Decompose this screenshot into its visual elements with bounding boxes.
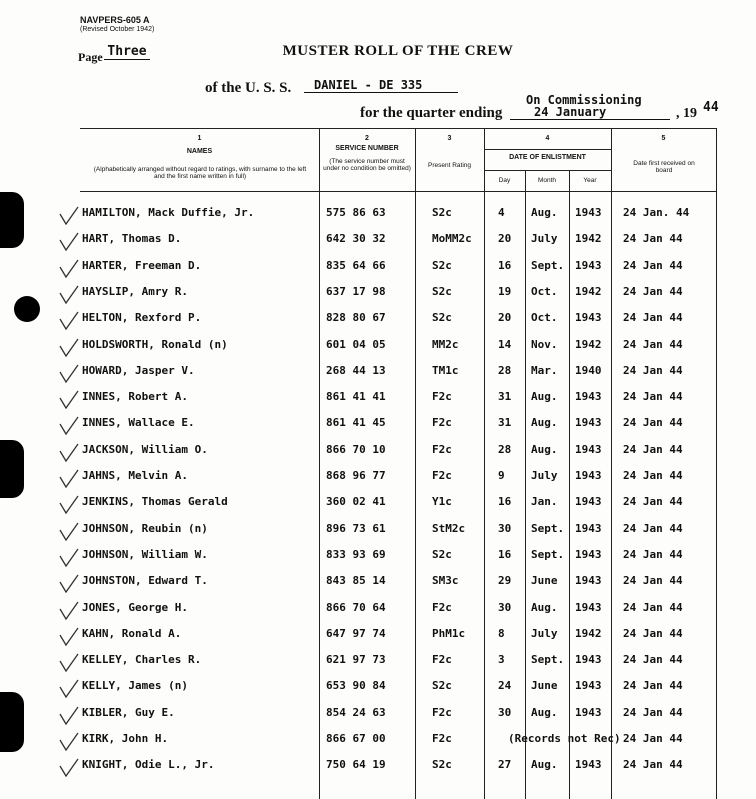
service-number: 866 70 10 [326,442,386,456]
crew-name: HAMILTON, Mack Duffie, Jr. [82,206,255,219]
date-received: 24 Jan 44 [623,469,683,482]
present-rating: F2c [432,600,452,614]
date-received: 24 Jan 44 [623,337,683,351]
service-number: 861 41 45 [326,416,386,430]
service-number: 866 70 64 [326,600,386,614]
present-rating: S2c [432,311,452,325]
enlistment-year: 1942 [575,232,602,246]
enlistment-year: 1943 [575,705,602,719]
check-mark-icon [58,679,80,701]
header-present-rating: Present Rating [428,162,471,169]
enlistment-day: 4 [498,206,505,219]
enlistment-month: June [531,679,558,693]
present-rating: F2c [432,732,452,745]
service-number: 843 85 14 [326,574,386,588]
enlistment-month: Sept. [531,653,565,667]
enlistment-month: July [531,232,558,246]
crew-name: HART, Thomas D. [82,232,182,246]
check-mark-icon [58,601,80,623]
present-rating: PhM1c [432,626,466,640]
check-mark-icon [58,416,80,438]
column-divider [716,128,717,799]
check-mark-icon [58,469,80,491]
enlistment-month: Aug. [531,758,558,772]
check-mark-icon [58,732,80,754]
enlistment-month: July [531,469,558,482]
table-border [80,128,716,129]
enlistment-day: 16 [498,547,512,561]
enlistment-year: 1943 [575,390,602,404]
binder-hole [14,296,40,322]
crew-name: JOHNSON, William W. [82,547,208,561]
form-identifier [80,16,154,34]
crew-name: KNIGHT, Odie L., Jr. [82,758,215,772]
present-rating: S2c [432,206,452,219]
enlistment-year: 1943 [575,258,602,272]
crew-name: INNES, Wallace E. [82,416,195,430]
check-mark-icon [58,706,80,728]
table-row [80,646,716,672]
table-row [80,725,716,751]
table-row [80,541,716,567]
table-row [80,436,716,462]
crew-name: HAYSLIP, Amry R. [82,284,188,298]
table-row [80,751,716,777]
date-received: 24 Jan 44 [623,390,683,404]
column-number: 3 [447,135,452,142]
date-received: 24 Jan 44 [623,258,683,272]
check-mark-icon [58,758,80,780]
service-number: 750 64 19 [326,758,386,772]
enlistment-month: Jan. [531,495,558,509]
date-received: 24 Jan 44 [623,311,683,325]
enlistment-day: 8 [498,626,505,640]
crew-name: HARTER, Freeman D. [82,258,202,272]
enlistment-month: Nov. [531,337,558,351]
service-number: 828 80 67 [326,311,386,325]
enlistment-day: 3 [498,653,505,667]
binder-tab [0,440,24,498]
enlistment-day: 30 [498,705,512,719]
present-rating: StM2c [432,521,466,535]
enlistment-month: Oct. [531,311,558,325]
enlistment-subdivider [484,170,611,171]
enlistment-day: 19 [498,284,512,298]
table-row [80,594,716,620]
date-received: 24 Jan 44 [623,732,683,745]
service-number: 835 64 66 [326,258,386,272]
form-revision: (Revised October 1942) [80,26,155,33]
date-received: 24 Jan 44 [623,679,683,693]
table-row [80,304,716,330]
service-number: 653 90 84 [326,679,386,693]
present-rating: S2c [432,258,452,272]
enlistment-year: 1943 [575,416,602,430]
table-row [80,199,716,225]
table-row [80,357,716,383]
service-number: 360 02 41 [326,495,386,509]
enlistment-year: 1942 [575,284,602,298]
table-row [80,331,716,357]
date-received: 24 Jan 44 [623,653,683,667]
binder-tab [0,692,24,752]
column-number: 5 [661,135,666,142]
header-date-enlistment: DATE OF ENLISTMENT [509,154,586,161]
present-rating: F2c [432,705,452,719]
check-mark-icon [58,495,80,517]
binder-tab [0,192,24,248]
check-mark-icon [58,259,80,281]
header-names-note: (Alphabetically arranged without regard to ratings, with surname to the left and the first name written in full) [93,166,307,180]
enlistment-year: 1943 [575,311,602,325]
ship-label: of the U. S. S. [205,80,292,96]
page-number: Three [104,44,150,60]
enlistment-year: 1940 [575,363,602,377]
header-date-received: Date first received on board [633,160,695,174]
enlistment-day: 30 [498,521,512,535]
enlistment-year: 1942 [575,337,602,351]
enlistment-day: 29 [498,574,512,588]
enlistment-day: 14 [498,337,512,351]
table-row [80,225,716,251]
service-number: 861 41 41 [326,390,386,404]
table-row [80,409,716,435]
crew-name: JOHNSON, Reubin (n) [82,521,208,535]
date-received: 24 Jan 44 [623,521,683,535]
quarter-ending-date: 24 January [510,105,670,120]
column-number: 4 [545,135,550,142]
enlistment-year: 1943 [575,495,602,509]
enlistment-day: 16 [498,258,512,272]
enlistment-day: 31 [498,416,512,430]
enlistment-month: June [531,574,558,588]
service-number: 601 04 05 [326,337,386,351]
header-service-number: SERVICE NUMBER [335,145,399,152]
date-received: 24 Jan 44 [623,600,683,614]
header-year: Year [583,177,597,184]
check-mark-icon [58,206,80,228]
check-mark-icon [58,285,80,307]
header-divider [80,191,716,192]
check-mark-icon [58,574,80,596]
table-row [80,515,716,541]
page-label: Page [78,50,103,64]
date-received: 24 Jan 44 [623,232,683,246]
service-number: 854 24 63 [326,705,386,719]
check-mark-icon [58,364,80,386]
check-mark-icon [58,653,80,675]
enlistment-year: 1943 [575,442,602,456]
enlistment-year: 1943 [575,653,602,667]
table-row [80,699,716,725]
enlistment-year: 1943 [575,600,602,614]
enlistment-day: 9 [498,469,505,482]
check-mark-icon [58,443,80,465]
enlistment-month: Aug. [531,206,558,219]
check-mark-icon [58,548,80,570]
year-value: 44 [703,100,719,115]
service-number: 833 93 69 [326,547,386,561]
enlistment-day: 16 [498,495,512,509]
service-number: 621 97 73 [326,653,386,667]
records-note: (Records not Rec) [508,732,621,745]
check-mark-icon [58,522,80,544]
present-rating: S2c [432,679,452,693]
check-mark-icon [58,311,80,333]
date-received: 24 Jan 44 [623,705,683,719]
crew-name: JENKINS, Thomas Gerald [82,495,228,509]
year-label: , 19 [676,106,697,121]
service-number: 268 44 13 [326,363,386,377]
service-number: 575 86 63 [326,206,386,219]
crew-name: JACKSON, William O. [82,442,208,456]
table-row [80,488,716,514]
enlistment-month: Aug. [531,416,558,430]
enlistment-year: 1942 [575,626,602,640]
enlistment-year: 1943 [575,758,602,772]
crew-name: HOWARD, Jasper V. [82,363,195,377]
present-rating: SM3c [432,574,459,588]
enlistment-month: Sept. [531,547,565,561]
header-month: Month [537,177,557,184]
date-received: 24 Jan 44 [623,626,683,640]
present-rating: F2c [432,469,452,482]
enlistment-month: July [531,626,558,640]
crew-name: KELLEY, Charles R. [82,653,202,667]
service-number: 896 73 61 [326,521,386,535]
crew-name: JONES, George H. [82,600,188,614]
enlistment-year: 1943 [575,521,602,535]
check-mark-icon [58,232,80,254]
crew-table [80,128,716,799]
form-number: NAVPERS-605 A [80,15,150,25]
present-rating: F2c [432,442,452,456]
enlistment-divider [484,149,611,150]
enlistment-day: 28 [498,442,512,456]
date-received: 24 Jan 44 [623,547,683,561]
present-rating: TM1c [432,363,459,377]
header-day: Day [498,177,511,184]
present-rating: F2c [432,416,452,430]
crew-name: JAHNS, Melvin A. [82,469,188,482]
enlistment-month: Oct. [531,284,558,298]
enlistment-day: 31 [498,390,512,404]
crew-name: HOLDSWORTH, Ronald (n) [82,337,228,351]
present-rating: MM2c [432,337,459,351]
crew-name: KIBLER, Guy E. [82,705,175,719]
enlistment-month: Sept. [531,521,565,535]
enlistment-month: Mar. [531,363,558,377]
check-mark-icon [58,338,80,360]
crew-name: INNES, Robert A. [82,390,188,404]
quarter-note: On Commissioning [526,93,642,107]
table-row [80,620,716,646]
present-rating: S2c [432,758,452,772]
enlistment-month: Aug. [531,442,558,456]
present-rating: F2c [432,653,452,667]
enlistment-month: Aug. [531,705,558,719]
service-number: 642 30 32 [326,232,386,246]
enlistment-year: 1943 [575,206,602,219]
enlistment-day: 24 [498,679,512,693]
crew-name: KAHN, Ronald A. [82,626,182,640]
enlistment-day: 20 [498,232,512,246]
enlistment-day: 27 [498,758,512,772]
ship-name: DANIEL - DE 335 [304,78,458,93]
enlistment-day: 28 [498,363,512,377]
crew-name: KIRK, John H. [82,732,169,745]
date-received: 24 Jan. 44 [623,206,690,219]
table-row [80,278,716,304]
date-received: 24 Jan 44 [623,495,683,509]
column-number: 2 [365,135,369,142]
service-number: 637 17 98 [326,284,386,298]
table-row [80,462,716,488]
date-received: 24 Jan 44 [623,363,683,377]
header-names: NAMES [186,148,213,155]
present-rating: S2c [432,547,452,561]
enlistment-month: Aug. [531,600,558,614]
enlistment-year: 1943 [575,469,602,482]
crew-name: JOHNSTON, Edward T. [82,574,208,588]
date-received: 24 Jan 44 [623,416,683,430]
check-mark-icon [58,627,80,649]
service-number: 866 67 00 [326,732,386,745]
column-number: 1 [197,135,202,142]
date-received: 24 Jan 44 [623,574,683,588]
service-number: 868 96 77 [326,469,386,482]
present-rating: Y1c [432,495,452,509]
enlistment-year: 1943 [575,679,602,693]
crew-name: HELTON, Rexford P. [82,311,202,325]
document-title: MUSTER ROLL OF THE CREW [282,43,514,59]
enlistment-month: Aug. [531,390,558,404]
table-row [80,672,716,698]
date-received: 24 Jan 44 [623,284,683,298]
table-row [80,567,716,593]
service-number: 647 97 74 [326,626,386,640]
date-received: 24 Jan 44 [623,442,683,456]
enlistment-day: 30 [498,600,512,614]
quarter-label: for the quarter ending [360,105,503,121]
check-mark-icon [58,390,80,412]
enlistment-day: 20 [498,311,512,325]
present-rating: F2c [432,390,452,404]
table-row [80,252,716,278]
header-service-note: (The service number must under no condition be omitted) [323,158,411,172]
enlistment-year: 1943 [575,574,602,588]
enlistment-year: 1943 [575,547,602,561]
date-received: 24 Jan 44 [623,758,683,772]
present-rating: S2c [432,284,452,298]
present-rating: MoMM2c [432,232,472,246]
crew-name: KELLY, James (n) [82,679,188,693]
enlistment-month: Sept. [531,258,565,272]
table-row [80,383,716,409]
